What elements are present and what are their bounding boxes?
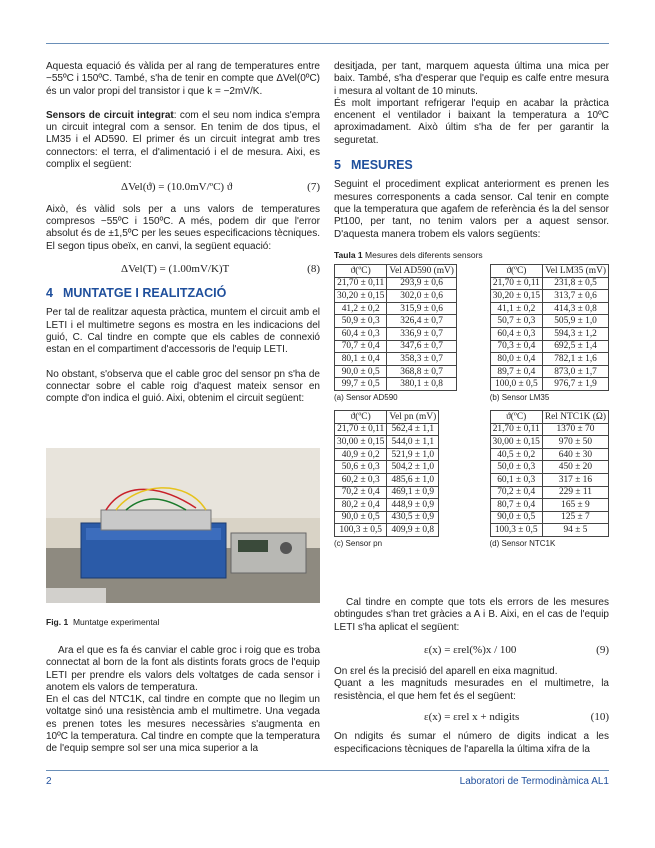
subtable-caption: (a) Sensor AD590 [334,392,398,402]
bold-lead: Sensors de circuit integrat [46,109,174,121]
table-cell: 165 ± 9 [542,499,608,512]
table-cell: 380,1 ± 0,8 [387,378,457,391]
table-row [335,524,439,537]
table-header: ϑ(ºC) [335,410,387,423]
table-row [335,353,457,366]
section-number: 5 [334,158,341,173]
table-cell: 448,9 ± 0,9 [387,499,439,512]
table-cell: 430,5 ± 0,9 [387,511,439,524]
table-cell: 336,9 ± 0,7 [387,327,457,340]
paragraph: Ara el que es fa és canviar el cable groc i roig que es troba connectat al born de la font als distints forats grocs de l'equip LETI per prendre els valors dels voltatges de cada sensor i anotem els valors de temperatura. [46,645,320,693]
table-cell: 368,8 ± 0,7 [387,365,457,378]
table-cell: 30,20 ± 0,15 [490,290,542,303]
table-row [490,423,608,436]
table-cell: 40,9 ± 0,2 [335,448,387,461]
top-rule [46,43,609,44]
table-row [490,473,608,486]
subtable-caption: (c) Sensor pn [334,538,383,548]
table-cell: 94 ± 5 [542,524,608,537]
page-number: 2 [46,776,52,787]
table-cell: 30,20 ± 0,15 [335,290,387,303]
table-row [335,486,439,499]
table-cell: 21,70 ± 0,11 [335,277,387,290]
table-header: Rel NTC1K (Ω) [542,410,608,423]
data-table [334,264,457,391]
table-cell: 70,3 ± 0,4 [490,340,542,353]
table-row [490,277,608,290]
table-cell: 50,6 ± 0,3 [335,461,387,474]
data-table [490,264,609,391]
table-row [490,461,608,474]
paragraph-text: : com el seu nom indica s'empra un circuit integral com a sensor. En tenim de dos tipus, el LM35 i el AD590. El primer és un circuit integrat amb tres connectors: el terra, el d'alimentació i el de mesura. Aixi, es complix el següent: [46,109,320,171]
table-a [334,264,457,402]
equation-number: (7) [307,181,320,194]
table-cell: 505,9 ± 1,0 [543,315,609,328]
equation-9 [334,644,609,656]
equation-text: ΔVel(T) = (1.00mV/K)T [121,262,230,275]
right-column-bottom [334,597,609,756]
table-cell: 60,4 ± 0,3 [335,327,387,340]
table-cell: 469,1 ± 0,9 [387,486,439,499]
equation-text: ε(x) = εrel(%)x / 100 [424,643,517,656]
footer-title: Laboratori de Termodinàmica AL1 [459,776,609,787]
equation-8 [46,263,320,275]
table-cell: 504,2 ± 1,0 [387,461,439,474]
table-cell: 231,8 ± 0,5 [543,277,609,290]
paragraph: On ndigits és sumar el número de digits indicat a les especificacions tècniques de l'aparella la última xifra de la [334,731,609,755]
table-row [490,511,608,524]
table-cell: 30,00 ± 0,15 [490,436,542,449]
table-cell: 414,3 ± 0,8 [543,302,609,315]
left-column [46,61,320,406]
table-row [490,327,608,340]
table-row [490,448,608,461]
table-cell: 229 ± 11 [542,486,608,499]
subtable-caption: (b) Sensor LM35 [489,392,550,402]
table-cell: 315,9 ± 0,6 [387,302,457,315]
paragraph: desitjada, per tant, marquem aquesta última una mica per baix. També, s'ha d'esperar que l'equip es calfe entre mesura i mesura al voltant de 10 minuts. [334,61,609,97]
table-row [335,302,457,315]
table-row [490,353,608,366]
tables-row [334,264,609,402]
table-cell: 90,0 ± 0,5 [490,511,542,524]
table-cell: 873,0 ± 1,7 [543,365,609,378]
figure-caption-text: Muntatge experimental [72,617,160,627]
table-cell: 80,7 ± 0,4 [490,499,542,512]
table-cell: 40,5 ± 0,2 [490,448,542,461]
table-cell: 450 ± 20 [542,461,608,474]
table-header: Vel LM35 (mV) [543,265,609,278]
table-cell: 544,0 ± 1,1 [387,436,439,449]
table-label: Taula 1 [334,249,363,260]
table-cell: 70,2 ± 0,4 [490,486,542,499]
table-cell: 326,4 ± 0,7 [387,315,457,328]
table-cell: 293,9 ± 0,6 [387,277,457,290]
table-row [335,423,439,436]
table-c [334,410,439,548]
data-table [490,410,609,537]
table-cell: 80,1 ± 0,4 [335,353,387,366]
table-cell: 90,0 ± 0,5 [335,511,387,524]
table-row [490,499,608,512]
table-row [335,499,439,512]
table-cell: 302,0 ± 0,6 [387,290,457,303]
table-cell: 89,7 ± 0,4 [490,365,542,378]
equation-text: ΔVel(ϑ) = (10.0mV/ºC) ϑ [121,181,233,194]
table-cell: 692,5 ± 1,4 [543,340,609,353]
table-cell: 100,3 ± 0,5 [490,524,542,537]
table-caption-text: Mesures dels diferents sensors [365,249,483,260]
table-cell: 60,1 ± 0,3 [490,473,542,486]
tables-grid [334,264,609,548]
paragraph: Quant a les magnituds mesurades en el multimetre, la resistència, el que hem fet és el següent: [334,678,609,702]
table-cell: 640 ± 30 [542,448,608,461]
table-cell: 970 ± 50 [542,436,608,449]
table-cell: 60,4 ± 0,3 [490,327,542,340]
table-row [490,302,608,315]
table-row [335,461,439,474]
paragraph: No obstant, s'observa que el cable groc del sensor pn s'ha de connectar sobre el cable roig d'aquest mateix sensor en compte d'on indica el guió. Aixi, obtenim el circuit següent: [46,368,320,405]
table-cell: 21,70 ± 0,11 [490,277,542,290]
table-d [490,410,609,548]
table-row [490,378,608,391]
table-row [335,473,439,486]
table-cell: 99,7 ± 0,5 [335,378,387,391]
figure-caption [46,616,320,628]
table-cell: 409,9 ± 0,8 [387,524,439,537]
table-cell: 80,2 ± 0,4 [335,499,387,512]
equation-10 [334,711,609,723]
right-column [334,61,609,261]
table-header: ϑ(ºC) [490,410,542,423]
table-row [335,436,439,449]
table-cell: 125 ± 7 [542,511,608,524]
paragraph: On εrel és la precisió del aparell en eixa magnitud. [334,666,558,678]
table-cell: 1370 ± 70 [542,423,608,436]
table-cell: 358,3 ± 0,7 [387,353,457,366]
table-cell: 41,2 ± 0,2 [335,302,387,315]
table-cell: 50,7 ± 0,3 [490,315,542,328]
table-header: Vel pn (mV) [387,410,439,423]
table-row [335,290,457,303]
table-cell: 521,9 ± 1,0 [387,448,439,461]
table-cell: 21,70 ± 0,11 [490,423,542,436]
data-table [334,410,439,537]
paragraph: Cal tindre en compte que tots els errors de les mesures obtingudes s'han tret gràcies a A i B. Aixi, en el cas de l'equip LETI s'ha aplicat el següent: [334,597,609,633]
paragraph: Per tal de realitzar aquesta pràctica, muntem el circuit amb el LETI i el multimetre segons es mostra en les indicacions del guió, C. Cal tindre en compte que els cables de connexió estan en el compartiment d'accessoris de l'equip LETI. [46,307,320,356]
table-cell: 21,70 ± 0,11 [335,423,387,436]
equation-number: (8) [307,262,320,275]
table-row [490,524,608,537]
table-cell: 594,3 ± 1,2 [543,327,609,340]
table-cell: 100,0 ± 0,5 [490,378,542,391]
table-row [335,315,457,328]
table-cell: 30,00 ± 0,15 [335,436,387,449]
section-title: MESURES [350,158,413,173]
table-caption [334,249,609,261]
left-column-bottom [46,645,320,756]
table-cell: 41,1 ± 0,2 [490,302,542,315]
section-5-heading [334,159,609,171]
table-b [490,264,609,402]
table-cell: 976,7 ± 1,9 [543,378,609,391]
table-cell: 60,2 ± 0,3 [335,473,387,486]
table-header: ϑ(ºC) [490,265,542,278]
table-cell: 80,0 ± 0,4 [490,353,542,366]
table-cell: 90,0 ± 0,5 [335,365,387,378]
subtable-caption: (d) Sensor NTC1K [489,538,556,548]
table-cell: 50,9 ± 0,3 [335,315,387,328]
paragraph: Aquesta equació és vàlida per al rang de temperatures entre −55ºC i 150ºC. També, s'ha de tenir en compte que ΔVel(0ºC) és un valor propi del transistor i que k = −2mV/K. [46,61,320,97]
table-row [490,340,608,353]
table-row [335,340,457,353]
table-row [335,378,457,391]
table-row [490,290,608,303]
equation-7 [46,181,320,193]
table-header: ϑ(ºC) [335,265,387,278]
table-row [490,315,608,328]
table-cell: 562,4 ± 1,1 [387,423,439,436]
section-title: MUNTATGE I REALITZACIÓ [62,286,227,301]
lab-setup-image [46,448,320,603]
table-cell: 70,2 ± 0,4 [335,486,387,499]
paragraph: Això, és vàlid sols per a uns valors de temperatures compresos −55ºC i 150ºC. A més, podem dir que l'error absolut és de ±1,5ºC per les seues especificacions tècniques. El segon tipus obeïx, en canvi, la següent equació: [46,203,320,252]
table-row [490,486,608,499]
table-row [335,327,457,340]
paragraph: És molt important refrigerar l'equip en acabar la pràctica encenent el ventilador i baixant la temperatura a 10ºC aproximadament. Això últim s'ha de fer per garantir la seguretat. [334,97,609,146]
table-cell: 347,6 ± 0,7 [387,340,457,353]
table-row [490,436,608,449]
equation-text: ε(x) = εrel x + ndigits [424,711,520,724]
equation-number: (9) [596,643,609,656]
section-number: 4 [46,286,53,301]
table-row [335,448,439,461]
table-row [335,277,457,290]
table-cell: 50,0 ± 0,3 [490,461,542,474]
bottom-rule [46,770,609,771]
figure-label: Fig. 1 [46,617,69,627]
section-4-heading [46,287,320,299]
tables-row [334,410,609,548]
figure-1-photo [46,448,320,603]
paragraph: En el cas del NTC1K, cal tindre en compte que no llegim un voltatge sinó una resistència amb el multimetre. Una vegada es prenen totes les mesures necessàries s'augmenta en 10ºC la temperatura. Cal tindre en compte que la temperatura de l'equip sempre sol ser una mica superior a la [46,694,320,755]
table-cell: 70,7 ± 0,4 [335,340,387,353]
table-row [335,365,457,378]
table-cell: 782,1 ± 1,6 [543,353,609,366]
paragraph [46,110,320,171]
table-cell: 313,7 ± 0,6 [543,290,609,303]
table-row [490,365,608,378]
table-row [335,511,439,524]
table-cell: 317 ± 16 [542,473,608,486]
paragraph: Seguint el procediment explicat anteriorment es prenen les mesures corresponents a cada sensor. Cal tenir en compte que la temperatura que agafem de referència és la del sensor Pt100, per tant, no tenim valors per a aquest sensor. D'aquesta manera trobem els valors següents: [334,179,609,240]
table-cell: 485,6 ± 1,0 [387,473,439,486]
table-cell: 100,3 ± 0,5 [335,524,387,537]
equation-number: (10) [590,711,609,724]
table-header: Vel AD590 (mV) [387,265,457,278]
